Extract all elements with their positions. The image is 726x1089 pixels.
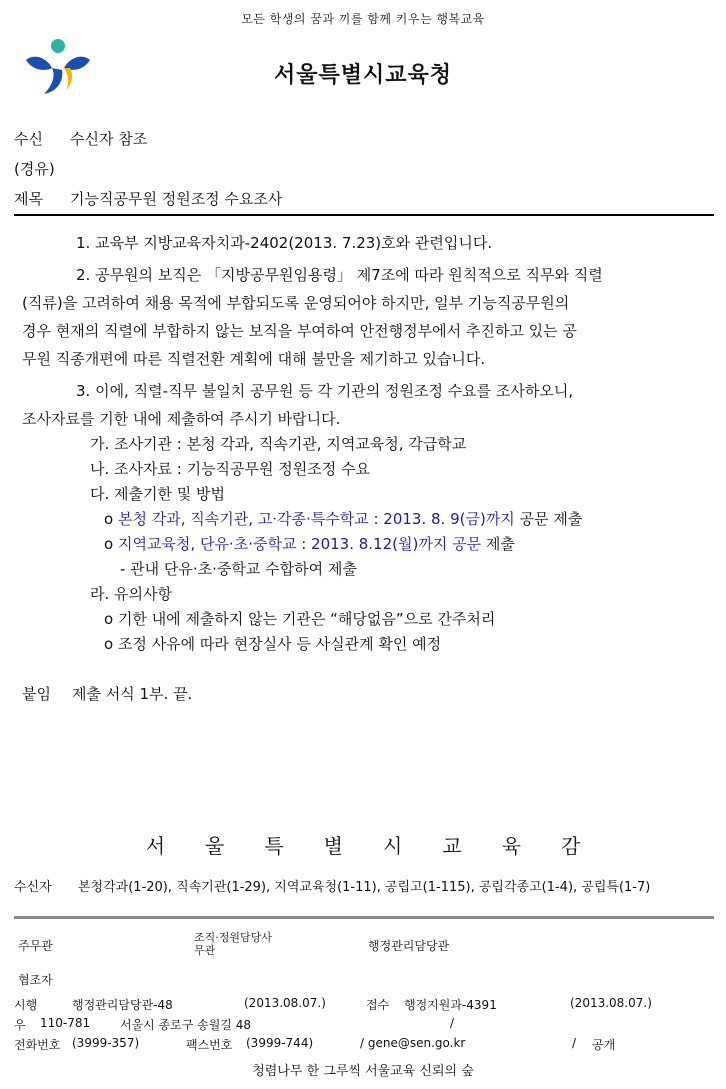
fax-number: (3999-744) — [246, 1036, 314, 1050]
item-na: 나. 조사자료 : 기능직공무원 정원조정 수요 — [90, 460, 370, 478]
public-slash: / — [572, 1036, 577, 1050]
postcode: 110-781 — [40, 1016, 91, 1030]
approval-reviewer-line-1: 조직·정원담당사 — [194, 931, 272, 944]
subject-label: 제목 — [14, 190, 43, 208]
approval-reviewer-line-2: 무관 — [194, 944, 216, 957]
attachment-value: 제출 서식 1부. 끝. — [72, 685, 193, 703]
signer — [0, 830, 726, 859]
signer-char: 특 — [264, 834, 284, 858]
item-ra: 라. 유의사항 — [90, 585, 172, 603]
signer-char: 감 — [560, 834, 581, 858]
signer-char: 육 — [501, 834, 521, 858]
subject-row — [14, 188, 282, 209]
paragraph-2-line-3: 경우 현재의 직렬에 부합하지 않는 보직을 부여하여 안전행정부에서 추진하고 있는 공 — [22, 322, 577, 340]
signer-char: 별 — [323, 834, 343, 858]
footer-motto: 청렴나무 한 그루씩 서울교육 신뢰의 숲 — [252, 1064, 474, 1079]
item-da: 다. 제출기한 및 방법 — [90, 485, 225, 503]
attachment-label: 붙임 — [22, 685, 51, 703]
paragraph-2-line-2: (직류)을 고려하여 채용 목적에 부합되도록 운영되어야 하지만, 일부 기능직공무원의 — [22, 294, 570, 312]
subject-value: 기능직공무원 정원조정 수요조사 — [70, 190, 283, 208]
recv-date: (2013.08.07.) — [570, 996, 652, 1010]
paragraph-2-line-4: 무원 직종개편에 따른 직렬전환 계획에 대해 불만을 제기하고 있습니다. — [22, 350, 486, 368]
recv-number: 행정지원과-4391 — [404, 998, 497, 1012]
cooperator-label: 협조자 — [18, 973, 53, 987]
recv-label: 접수 — [366, 998, 390, 1012]
recipients-label: 수신자 — [14, 880, 52, 895]
da-bullet-1-marker: o — [104, 510, 114, 528]
postcode-label: 우 — [14, 1018, 26, 1032]
fax-label: 팩스번호 — [186, 1038, 233, 1052]
signer-char: 서 — [145, 834, 166, 858]
receiver-label: 수신 — [14, 130, 43, 148]
recipients-value: 본청각과(1-20), 직속기관(1-29), 지역교육청(1-11), 공립고(1-115), 공립각종고(1-4), 공립특(1-7) — [78, 880, 651, 895]
ra-bullet-2: o 조정 사유에 따라 현장실사 등 사실관계 확인 예정 — [104, 635, 442, 653]
public-status: 공개 — [592, 1038, 616, 1052]
approval-reviewer — [194, 931, 272, 957]
paragraph-3-line-2: 조사자료를 기한 내에 제출하여 주시기 바랍니다. — [22, 410, 341, 428]
paragraph-2-line-1: 2. 공무원의 보직은 「지방공무원임용령」 제7조에 따라 원칙적으로 직무와 직렬 — [76, 266, 603, 284]
da-bullet-2 — [104, 530, 515, 558]
footer-divider — [14, 916, 714, 919]
approval-approver: 행정관리담당관 — [368, 939, 450, 953]
da-bullet-2-rest: 제출 — [485, 535, 515, 553]
email-link[interactable]: / gene@sen.go.kr — [360, 1036, 466, 1050]
signer-char: 시 — [383, 834, 403, 858]
ra-bullet-1: o 기한 내에 제출하지 않는 기관은 “해당없음”으로 간주처리 — [104, 610, 496, 628]
receiver-value: 수신자 참조 — [70, 130, 148, 148]
tel-number: (3999-357) — [72, 1036, 140, 1050]
paragraph-1: 1. 교육부 지방교육자치과-2402(2013. 7.23)호와 관련입니다. — [76, 234, 493, 252]
tel-label: 전화번호 — [14, 1038, 61, 1052]
signer-char: 교 — [442, 834, 462, 858]
via-label: (경유) — [14, 160, 55, 178]
signer-char: 울 — [205, 834, 225, 858]
receiver-row — [14, 128, 147, 149]
da-bullet-2-sub: - 관내 단유·초·중학교 수합하여 제출 — [120, 560, 357, 578]
exec-label: 시행 — [14, 998, 38, 1012]
da-bullet-2-marker: o — [104, 535, 114, 553]
org-name: 서울특별시교육청 — [273, 63, 453, 88]
recipients-row — [14, 876, 650, 895]
exec-number: 행정관리담당관-48 — [72, 998, 173, 1012]
da-bullet-1 — [104, 505, 582, 533]
da-bullet-2-highlight: 지역교육청, 단유·초·중학교 : 2013. 8.12(월)까지 공문 — [117, 535, 482, 553]
da-bullet-1-highlight: 본청 각과, 직속기관, 고·각종·특수학교 : 2013. 8. 9(금)까지 — [117, 510, 515, 528]
exec-date: (2013.08.07.) — [244, 996, 326, 1010]
address: 서울시 종로구 송월길 48 — [120, 1018, 252, 1032]
approval-drafter: 주무관 — [18, 939, 53, 953]
da-bullet-1-rest: 공문 제출 — [519, 510, 583, 528]
paragraph-3-line-1: 3. 이에, 직렬-직무 불일치 공무원 등 각 기관의 정원조정 수요를 조사하오니, — [76, 382, 574, 400]
header-divider — [14, 214, 714, 216]
attachment-row — [22, 680, 192, 708]
item-ga: 가. 조사기관 : 본청 각과, 직속기관, 지역교육청, 각급학교 — [90, 435, 467, 453]
address-slash: / — [450, 1016, 455, 1030]
slogan: 모든 학생의 꿈과 끼를 함께 키우는 행복교육 — [241, 12, 485, 26]
